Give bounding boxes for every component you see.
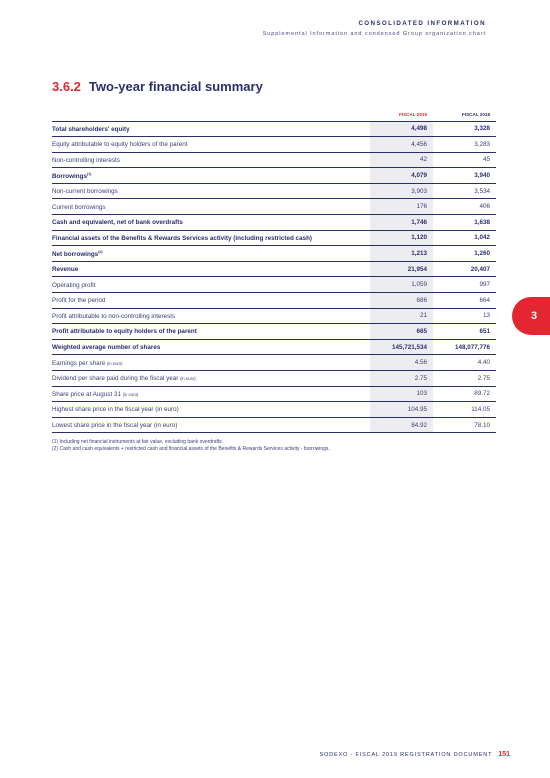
cell-fiscal-2018: 3,283: [433, 137, 496, 153]
cell-fiscal-2019: 4.56: [370, 355, 433, 371]
column-header-fiscal-2018: FISCAL 2018: [462, 111, 490, 117]
cell-fiscal-2019: 1,059: [370, 277, 433, 293]
row-label: [52, 277, 370, 293]
row-label: [52, 324, 370, 340]
cell-fiscal-2018: 78.10: [433, 417, 496, 433]
row-label: [52, 183, 370, 199]
cell-fiscal-2019: 145,721,534: [370, 339, 433, 355]
row-label: [52, 402, 370, 418]
row-label-text: Highest share price in the fiscal year (in euro): [52, 406, 179, 414]
row-label: [52, 371, 370, 387]
table-row: [52, 308, 496, 324]
row-label-text: Share price at August 31: [52, 390, 121, 398]
cell-fiscal-2019: 104.95: [370, 402, 433, 418]
row-label-text: Operating profit: [52, 281, 96, 289]
row-label: [52, 230, 370, 246]
cell-fiscal-2018: 2.75: [433, 371, 496, 387]
table-row: [52, 183, 496, 199]
row-label-text: Non-controlling interests: [52, 157, 120, 165]
row-label-text: Cash and equivalent, net of bank overdrafts: [52, 219, 183, 227]
column-header-fiscal-2019: FISCAL 2019: [399, 111, 427, 117]
chapter-tab: 3: [512, 297, 550, 335]
row-label-text: Earnings per share: [52, 359, 106, 367]
row-label: [52, 215, 370, 231]
table-body: [52, 121, 496, 433]
label-column-header: [52, 107, 370, 121]
row-label-text: Dividend per share paid during the fiscal year: [52, 375, 179, 383]
table-row: [52, 137, 496, 153]
cell-fiscal-2019: 103: [370, 386, 433, 402]
table-header-row: [52, 107, 496, 121]
cell-fiscal-2018: 664: [433, 293, 496, 309]
cell-fiscal-2019: 21: [370, 308, 433, 324]
footnote-2: (2) Cash and cash equivalents + restricted cash and financial assets of the Benefits & Rewards Services activity - borrowings.: [52, 446, 330, 452]
cell-fiscal-2019: 2.75: [370, 371, 433, 387]
cell-fiscal-2018: 1,042: [433, 230, 496, 246]
header-subtitle: Supplemental Information and condensed Group organization chart: [262, 31, 486, 37]
row-label-text: Total shareholders' equity: [52, 125, 130, 133]
row-unit-suffix: (in euro): [122, 391, 139, 397]
row-label: [52, 152, 370, 168]
table-row: [52, 293, 496, 309]
table-row: [52, 277, 496, 293]
table-row: [52, 339, 496, 355]
cell-fiscal-2018: 3,534: [433, 183, 496, 199]
section-heading: [52, 79, 263, 94]
row-label-text: Profit for the period: [52, 297, 106, 305]
table-row: [52, 121, 496, 137]
row-label: [52, 137, 370, 153]
row-label: [52, 339, 370, 355]
table-row: [52, 199, 496, 215]
cell-fiscal-2019: 3,903: [370, 183, 433, 199]
row-label: [52, 261, 370, 277]
row-label: [52, 293, 370, 309]
row-label-text: Revenue: [52, 266, 79, 274]
cell-fiscal-2019: 1,746: [370, 215, 433, 231]
cell-fiscal-2019: 4,456: [370, 137, 433, 153]
row-label: [52, 121, 370, 137]
table-row: [52, 386, 496, 402]
table-row: [52, 261, 496, 277]
cell-fiscal-2019: 686: [370, 293, 433, 309]
row-label: [52, 386, 370, 402]
table-row: [52, 324, 496, 340]
cell-fiscal-2018: 148,077,776: [433, 339, 496, 355]
row-unit-suffix: (in euro): [180, 376, 196, 382]
row-label-text: Financial assets of the Benefits & Rewards Services activity (including restricted cash): [52, 235, 313, 242]
table-row: [52, 355, 496, 371]
cell-fiscal-2018: 1,638: [433, 215, 496, 231]
cell-fiscal-2019: 84.92: [370, 417, 433, 433]
row-note-ref: (2): [98, 249, 103, 254]
row-label: [52, 199, 370, 215]
cell-fiscal-2018: 13: [433, 308, 496, 324]
cell-fiscal-2018: 20,407: [433, 261, 496, 277]
cell-fiscal-2019: 176: [370, 199, 433, 215]
row-label-text: Equity attributable to equity holders of the parent: [52, 141, 188, 149]
row-note-ref: (1): [86, 171, 92, 176]
row-label-text: Net borrowings: [52, 250, 99, 258]
footer-text: SODEXO - FISCAL 2019 REGISTRATION DOCUMENT: [319, 752, 493, 758]
page-number: 151: [498, 751, 510, 758]
cell-fiscal-2018: 3,328: [433, 121, 496, 137]
footnote-1: (1) Including net financial instruments at fair value, excluding bank overdrafts.: [52, 439, 224, 445]
row-label: [52, 308, 370, 324]
cell-fiscal-2018: 997: [433, 277, 496, 293]
row-label: [52, 417, 370, 433]
table-row: [52, 230, 496, 246]
table-row: [52, 246, 496, 262]
table-row: [52, 152, 496, 168]
row-label-text: Non-current borrowings: [52, 188, 118, 196]
cell-fiscal-2018: 45: [433, 152, 496, 168]
row-label-text: Weighted average number of shares: [52, 344, 161, 352]
cell-fiscal-2018: 114.05: [433, 402, 496, 418]
table-row: [52, 215, 496, 231]
cell-fiscal-2019: 21,954: [370, 261, 433, 277]
row-label-text: Profit attributable to non-controlling interests: [52, 312, 176, 320]
cell-fiscal-2018: 4.40: [433, 355, 496, 371]
cell-fiscal-2019: 42: [370, 152, 433, 168]
row-label-text: Lowest share price in the fiscal year (in euro): [52, 422, 178, 430]
cell-fiscal-2019: 1,213: [370, 246, 433, 262]
table-row: [52, 402, 496, 418]
financial-summary-table: [52, 107, 496, 433]
page-footer: [319, 751, 510, 758]
running-header: [263, 20, 486, 37]
cell-fiscal-2019: 4,498: [370, 121, 433, 137]
cell-fiscal-2018: 651: [433, 324, 496, 340]
table-row: [52, 371, 496, 387]
section-title: Two-year financial summary: [88, 79, 263, 94]
cell-fiscal-2018: 406: [433, 199, 496, 215]
cell-fiscal-2018: 1,260: [433, 246, 496, 262]
row-label: [52, 168, 370, 184]
row-unit-suffix: (in euro): [106, 360, 123, 366]
cell-fiscal-2018: 89.72: [433, 386, 496, 402]
footnotes: [52, 439, 330, 453]
table-row: [52, 417, 496, 433]
table-row: [52, 168, 496, 184]
row-label: [52, 246, 370, 262]
row-label: [52, 355, 370, 371]
header-title: CONSOLIDATED INFORMATION: [358, 20, 486, 27]
cell-fiscal-2019: 4,079: [370, 168, 433, 184]
row-label-text: Profit attributable to equity holders of the parent: [52, 328, 197, 336]
cell-fiscal-2019: 665: [370, 324, 433, 340]
section-number: 3.6.2: [52, 79, 81, 94]
row-label-text: Current borrowings: [52, 203, 106, 211]
row-label-text: Borrowings: [52, 172, 87, 180]
cell-fiscal-2019: 1,120: [370, 230, 433, 246]
cell-fiscal-2018: 3,940: [433, 168, 496, 184]
